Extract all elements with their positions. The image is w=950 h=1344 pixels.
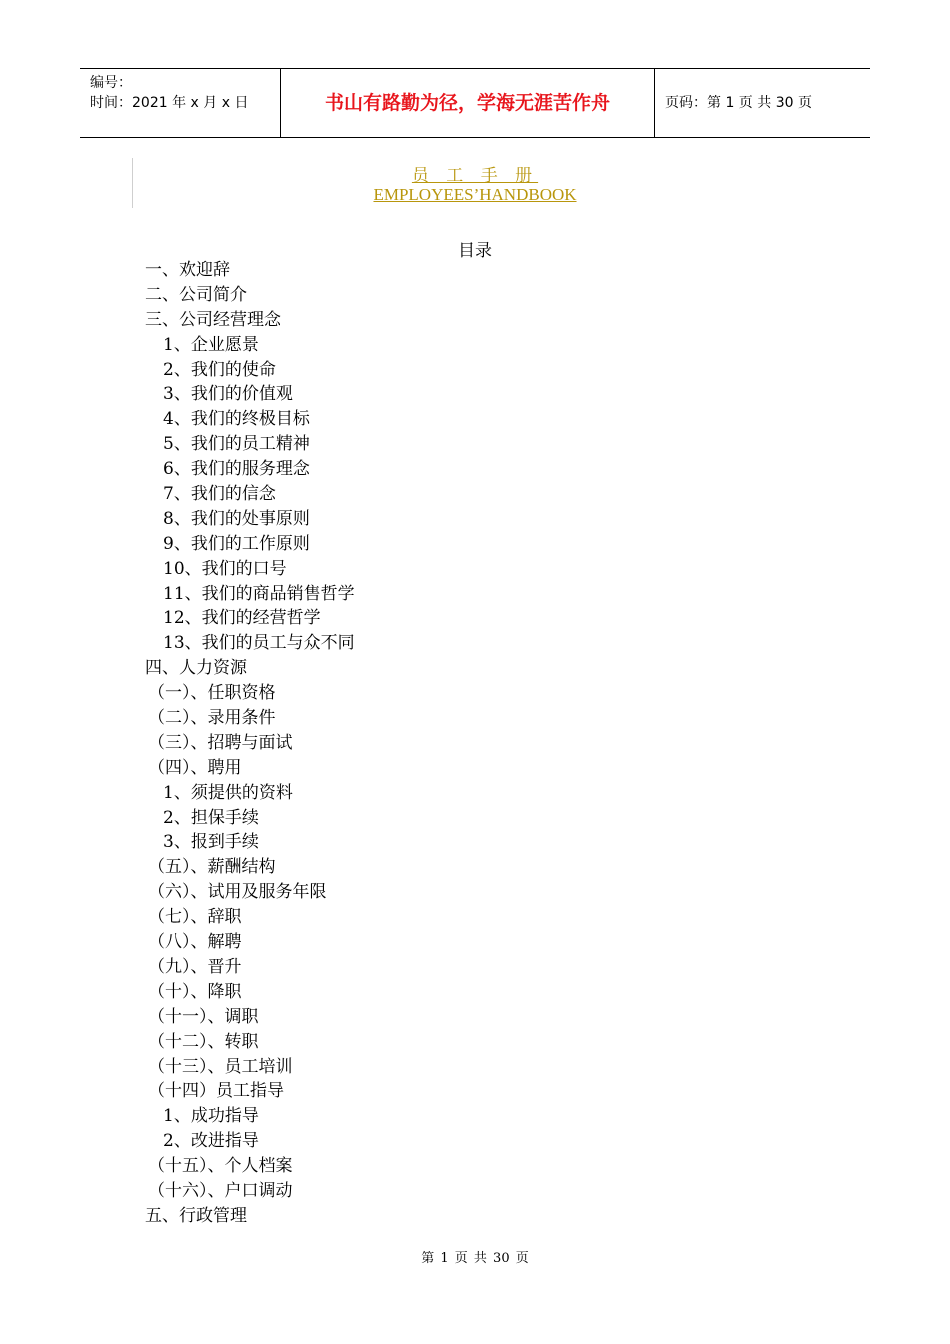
header-page-info: 页码：第 1 页 共 30 页 [665,95,812,111]
toc-item: 1、企业愿景 [163,334,259,355]
toc-item: 四、人力资源 [145,658,247,679]
toc-item: 9、我们的工作原则 [163,533,310,554]
toc-item: 10、我们的口号 [163,558,287,579]
document-time-label: 时间：2021 年 x 月 x 日 [90,95,249,111]
toc-item: 三、公司经营理念 [145,309,281,330]
toc-item: （一）、任职资格 [148,683,276,704]
toc-item: （十五）、个人档案 [148,1156,293,1177]
handbook-title-chinese: 员 工 手 册 [411,166,539,186]
toc-item: 6、我们的服务理念 [163,459,310,480]
toc-item: 8、我们的处事原则 [163,508,310,529]
toc-item: 一、欢迎辞 [145,260,230,280]
toc-item: 二、公司简介 [145,284,247,305]
table-of-contents [145,258,355,1229]
toc-item: （十二）、转职 [148,1031,259,1052]
toc-item: 7、我们的信念 [163,484,276,505]
toc-heading: 目录 [458,241,492,261]
header-meta-cell [80,69,281,137]
toc-item: 4、我们的终极目标 [163,409,310,430]
toc-item: 1、成功指导 [163,1106,259,1127]
toc-item: 1、须提供的资料 [163,782,293,803]
toc-item: （二）、录用条件 [148,708,276,729]
toc-item: （八）、解聘 [148,932,242,953]
toc-item: （六）、试用及服务年限 [148,882,327,903]
toc-item: 2、我们的使命 [163,359,276,380]
toc-item: （十三）、员工培训 [148,1056,293,1077]
document-number-label: 编号： [90,75,132,91]
toc-item: 2、改进指导 [163,1131,259,1152]
toc-item: （五）、薪酬结构 [148,857,276,878]
toc-item: （十一）、调职 [148,1006,259,1027]
toc-item: 13、我们的员工与众不同 [163,633,355,654]
toc-item: （七）、辞职 [148,907,242,928]
toc-item: 五、行政管理 [145,1205,247,1226]
toc-item: （三）、招聘与面试 [148,732,293,753]
toc-item: 12、我们的经营哲学 [163,608,321,629]
toc-item: （十）、降职 [148,981,242,1002]
toc-item: 2、担保手续 [163,807,259,828]
page-footer: 第 1 页 共 30 页 [421,1251,529,1266]
toc-item: 11、我们的商品销售哲学 [163,583,355,604]
handbook-title-english: EMPLOYEES’HANDBOOK [373,185,577,204]
toc-item: 5、我们的员工精神 [163,434,310,455]
toc-item: （九）、晋升 [148,956,242,977]
toc-item: （十四）员工指导 [148,1081,284,1102]
header-motto: 书山有路勤为径，学海无涯苦作舟 [281,69,655,137]
toc-item: （十六）、户口调动 [148,1180,293,1201]
toc-item: 3、报到手续 [163,832,259,853]
toc-item: 3、我们的价值观 [163,384,293,405]
toc-item: （四）、聘用 [148,757,242,778]
document-header [80,68,870,138]
